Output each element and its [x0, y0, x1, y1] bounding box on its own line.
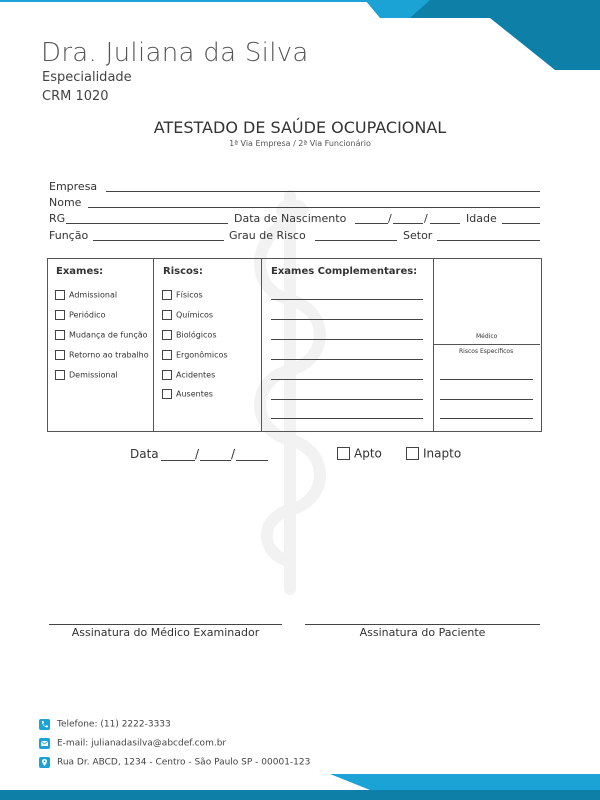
- checkbox-icon: [162, 370, 172, 380]
- risco-biologicos-checkbox[interactable]: Biológicos: [162, 330, 216, 340]
- apto-checkbox[interactable]: [337, 446, 382, 461]
- document-title: ATESTADO DE SAÚDE OCUPACIONAL: [153, 118, 447, 137]
- footer-decoration: [0, 770, 600, 800]
- complementar-line-5[interactable]: [271, 379, 423, 380]
- contact-address: Rua Dr. ABCD, 1234 - Centro - São Paulo SP - 00001-123: [39, 757, 310, 768]
- riscos-title: Riscos:: [163, 266, 203, 277]
- complementar-line-2[interactable]: [271, 319, 423, 320]
- document-subtitle: 1ª Via Empresa / 2ª Via Funcionário: [229, 139, 371, 148]
- exam-table: [47, 258, 542, 432]
- signature-label-medico: Assinatura do Médico Examinador: [71, 626, 260, 639]
- contact-email: E-mail: julianadasilva@abcdef.com.br: [39, 738, 226, 749]
- contact-phone: Telefone: (11) 2222-3333: [39, 719, 171, 730]
- input-line-nome[interactable]: [88, 207, 540, 208]
- exame-retorno-trabalho-checkbox[interactable]: Retorno ao trabalho: [55, 350, 149, 360]
- risco-especifico-line-1[interactable]: [440, 379, 533, 380]
- exame-admissional-checkbox[interactable]: Admissional: [55, 290, 117, 300]
- checkbox-icon: [406, 447, 419, 460]
- checkbox-icon: [162, 330, 172, 340]
- input-line-empresa[interactable]: [106, 191, 540, 192]
- label-rg: RG: [49, 212, 66, 225]
- complementar-line-3[interactable]: [271, 339, 423, 340]
- input-line-birth-month[interactable]: [393, 223, 423, 224]
- crm-number: CRM 1020: [42, 89, 109, 104]
- risco-especifico-line-3[interactable]: [440, 418, 533, 419]
- input-line-idade[interactable]: [502, 223, 540, 224]
- exame-demissional-checkbox[interactable]: Demissional: [55, 370, 118, 380]
- doctor-name: Dra. Juliana da Silva: [41, 38, 309, 68]
- risco-acidentes-checkbox[interactable]: Acidentes: [162, 370, 215, 380]
- inapto-label: Inapto: [423, 446, 462, 461]
- checkbox-icon: [162, 310, 172, 320]
- divider-medico: [433, 344, 540, 345]
- checkbox-icon: [55, 370, 65, 380]
- divider-1: [153, 258, 154, 431]
- result-date-year[interactable]: [236, 460, 268, 461]
- checkbox-icon: [55, 330, 65, 340]
- result-date-month[interactable]: [200, 460, 231, 461]
- date-slash-1: /: [388, 212, 392, 225]
- complementares-title: Exames Complementares:: [271, 266, 418, 277]
- risco-quimicos-checkbox[interactable]: Químicos: [162, 310, 213, 320]
- label-idade: Idade: [466, 212, 497, 225]
- signature-line-medico[interactable]: [49, 624, 282, 625]
- risco-ergonomicos-checkbox[interactable]: Ergonômicos: [162, 350, 228, 360]
- risco-especifico-line-2[interactable]: [440, 399, 533, 400]
- divider-2: [261, 258, 262, 431]
- phone-icon: [39, 719, 50, 730]
- result-date-label: Data: [130, 447, 159, 461]
- checkbox-icon: [55, 350, 65, 360]
- inapto-checkbox[interactable]: [406, 446, 461, 461]
- exames-title: Exames:: [56, 266, 104, 277]
- input-line-funcao[interactable]: [93, 240, 224, 241]
- riscos-especificos-label: Riscos Específicos: [459, 348, 514, 355]
- envelope-icon: [39, 738, 50, 749]
- complementar-line-1[interactable]: [271, 299, 423, 300]
- risco-ausentes-checkbox[interactable]: Ausentes: [162, 389, 213, 399]
- label-nome: Nome: [49, 196, 82, 209]
- checkbox-icon: [162, 389, 172, 399]
- checkbox-icon: [55, 310, 65, 320]
- result-date-slash-1: /: [195, 447, 200, 461]
- checkbox-icon: [55, 290, 65, 300]
- result-date-slash-2: /: [231, 447, 236, 461]
- input-line-birth-day[interactable]: [355, 223, 388, 224]
- apto-label: Apto: [354, 446, 382, 461]
- signature-label-paciente: Assinatura do Paciente: [359, 626, 486, 639]
- input-line-setor[interactable]: [437, 240, 540, 241]
- medico-label: Médico: [476, 333, 498, 340]
- label-grau-risco: Grau de Risco: [229, 229, 306, 242]
- input-line-birth-year[interactable]: [430, 223, 460, 224]
- complementar-line-4[interactable]: [271, 359, 423, 360]
- date-slash-2: /: [424, 212, 428, 225]
- input-line-grau-risco[interactable]: [315, 240, 397, 241]
- checkbox-icon: [162, 350, 172, 360]
- exame-mudanca-funcao-checkbox[interactable]: Mudança de função: [55, 330, 148, 340]
- result-date-day[interactable]: [161, 460, 195, 461]
- checkbox-icon: [337, 447, 350, 460]
- risco-fisicos-checkbox[interactable]: Físicos: [162, 290, 203, 300]
- label-empresa: Empresa: [49, 180, 98, 193]
- specialty: Especialidade: [42, 70, 132, 85]
- label-setor: Setor: [403, 229, 433, 242]
- label-data-nascimento: Data de Nascimento: [234, 212, 347, 225]
- label-funcao: Função: [49, 229, 89, 242]
- signature-line-paciente[interactable]: [305, 624, 540, 625]
- input-line-rg[interactable]: [66, 223, 228, 224]
- map-pin-icon: [39, 757, 50, 768]
- exame-periodico-checkbox[interactable]: Periódico: [55, 310, 105, 320]
- complementar-line-6[interactable]: [271, 399, 423, 400]
- checkbox-icon: [162, 290, 172, 300]
- complementar-line-7[interactable]: [271, 418, 423, 419]
